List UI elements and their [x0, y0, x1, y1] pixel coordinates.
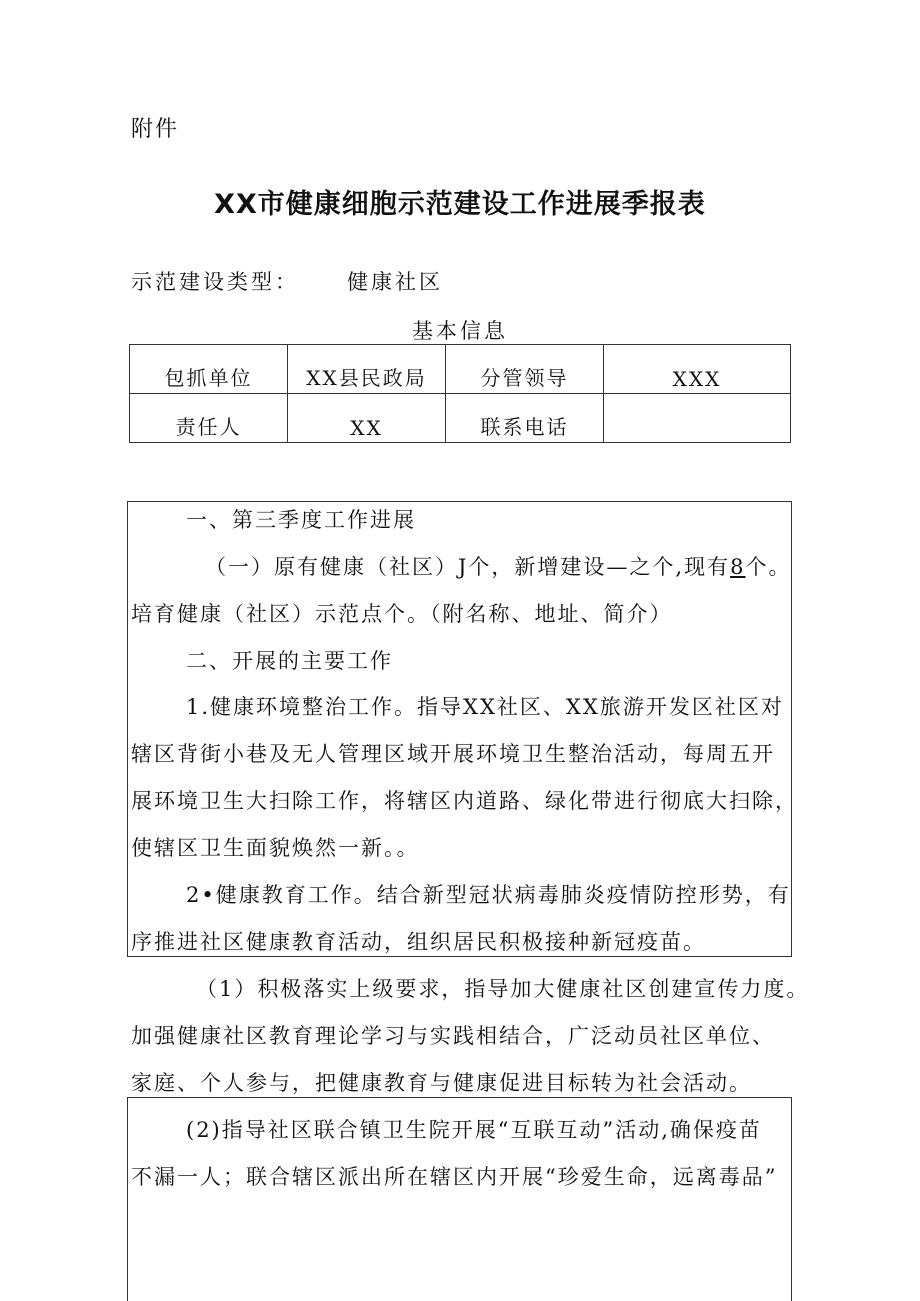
section1-line1 — [205, 552, 791, 582]
table-cell: XXX — [604, 345, 791, 394]
section1-current-count: 8 — [730, 555, 746, 579]
table-cell: XX — [288, 394, 446, 443]
demo-type-row — [131, 266, 443, 296]
item2-line: 序推进社区健康教育活动，组织居民积极接种新冠疫苗。 — [131, 930, 706, 954]
item1-line: 辖区背街小巷及无人管理区域开展环境卫生整治活动，每周五开 — [131, 742, 775, 766]
table-cell: 分管领导 — [446, 345, 604, 394]
sub1-line: 加强健康社区教育理论学习与实践相结合，广泛动员社区单位、 — [131, 1024, 775, 1048]
item1-line: 1.健康环境整治工作。指导XX社区、XX旅游开发区社区对 — [186, 695, 784, 719]
demo-type-value: 健康社区 — [347, 270, 443, 294]
table-cell: 包抓单位 — [130, 345, 288, 394]
attachment-label: 附件 — [131, 117, 180, 142]
table-cell: 责任人 — [130, 394, 288, 443]
basic-info-caption: 基本信息 — [412, 319, 508, 343]
page-title: XX市健康细胞示范建设工作进展季报表 — [214, 189, 706, 220]
sub1-line: （1）积极落实上级要求，指导加大健康社区创建宣传力度。 — [196, 977, 810, 1001]
table-cell: XX县民政局 — [288, 345, 446, 394]
section2-heading: 二、开展的主要工作 — [186, 649, 393, 673]
item1-line: 使辖区卫生面貌焕然一新。。 — [131, 836, 420, 860]
item1-line: 展环境卫生大扫除工作，将辖区内道路、绿化带进行彻底大扫除， — [131, 789, 798, 813]
basic-info-table — [129, 344, 791, 443]
demo-type-label: 示范建设类型： — [131, 270, 299, 294]
table-cell: 联系电话 — [446, 394, 604, 443]
table-row — [130, 345, 791, 394]
table-row — [130, 394, 791, 443]
sub2-line: 不漏一人；联合辖区派出所在辖区内开展“珍爱生命，远离毒品” — [131, 1165, 778, 1189]
item2-line: 2•健康教育工作。结合新型冠状病毒肺炎疫情防控形势，有 — [186, 883, 791, 907]
sub2-line: (2)指导社区联合镇卫生院开展“互联互动”活动,确保疫苗 — [186, 1118, 762, 1142]
sub1-line: 家庭、个人参与，把健康教育与健康促进目标转为社会活动。 — [131, 1071, 752, 1095]
section1-line1-b: 个。 — [745, 555, 792, 579]
table-cell — [604, 394, 791, 443]
section1-line1-a: （一）原有健康（社区）J个，新增建设—之个,现有 — [205, 555, 731, 579]
section1-heading: 一、第三季度工作进展 — [186, 508, 416, 532]
section1-line2: 培育健康（社区）示范点个。（附名称、地址、简介） — [131, 602, 673, 626]
